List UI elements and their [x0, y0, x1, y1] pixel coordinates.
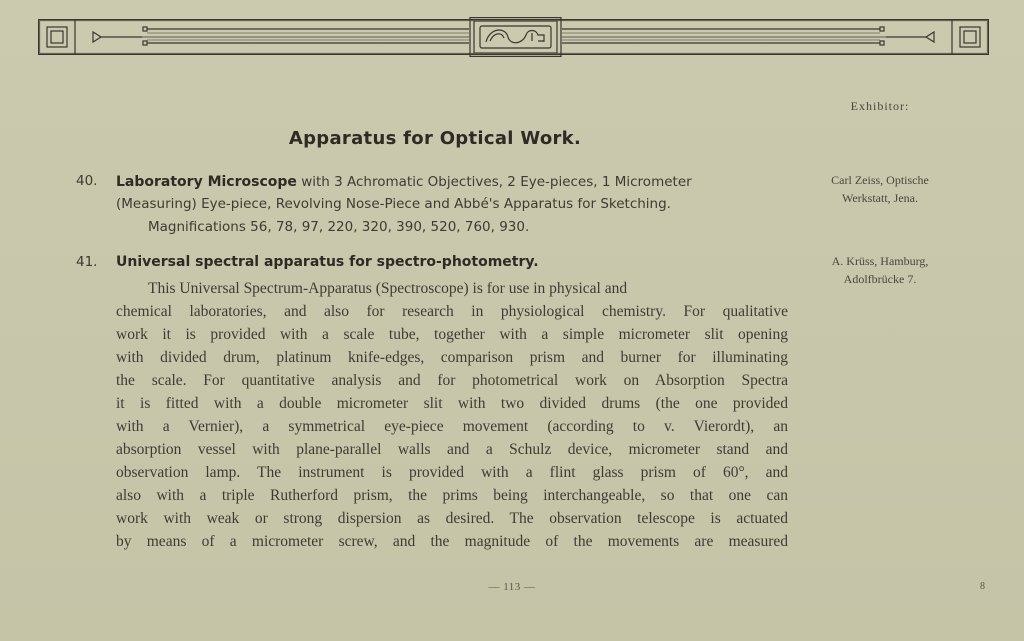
- item-line: chemical laboratories, and also for research in physiological chemistry. For qualitative: [116, 303, 788, 320]
- item-line: [116, 170, 692, 194]
- item-line: the scale. For quantitative analysis and for photometrical work on Absorption Spectra: [116, 372, 788, 389]
- exhibitor-entry: [806, 171, 954, 207]
- item-text: with 3 Achromatic Objectives, 2 Eye-pieces, 1 Micrometer: [296, 174, 692, 190]
- item-line: This Universal Spectrum-Apparatus (Spectroscope) is for use in physical and: [148, 280, 628, 297]
- signature-mark: 8: [980, 581, 985, 592]
- exhibitor-address: Werkstatt, Jena.: [841, 191, 918, 205]
- item-line: also with a triple Rutherford prism, the prims being interchangeable, so that one can: [116, 487, 788, 504]
- exhibitor-address: Adolfbrücke 7.: [843, 272, 917, 286]
- item-line: work it is provided with a scale tube, together with a simple micrometer slit opening: [116, 326, 788, 343]
- item-number: 41.: [76, 254, 98, 270]
- ornament-graphic: [38, 17, 989, 57]
- ornamental-header-band: [38, 17, 989, 57]
- exhibitor-column-heading: Exhibitor:: [850, 99, 910, 113]
- item-magnifications: Magnifications 56, 78, 97, 220, 320, 390, 520, 760, 930.: [148, 219, 530, 235]
- page-number: — 113 —: [488, 581, 536, 593]
- item-heading: Universal spectral apparatus for spectro-photometry.: [116, 254, 539, 270]
- item-line: work with weak or strong dispersion as desired. The observation telescope is actuated: [116, 510, 788, 527]
- item-number: 40.: [76, 173, 98, 189]
- item-line: with a Vernier), a symmetrical eye-piece movement (according to v. Vierordt), an: [116, 418, 788, 435]
- item-line: with divided drum, platinum knife-edges, comparison prism and burner for illuminating: [116, 349, 788, 366]
- exhibitor-name: A. Krüss, Hamburg,: [831, 254, 929, 268]
- item-heading: Laboratory Microscope: [116, 174, 297, 190]
- item-line: observation lamp. The instrument is provided with a flint glass prism of 60°, and: [116, 464, 788, 481]
- section-title: Apparatus for Optical Work.: [288, 128, 582, 149]
- item-line: (Measuring) Eye-piece, Revolving Nose-Piece and Abbé's Apparatus for Sketching.: [116, 196, 671, 212]
- item-line: by means of a micrometer screw, and the magnitude of the movements are measured: [116, 533, 788, 550]
- exhibitor-name: Carl Zeiss, Optische: [831, 173, 929, 187]
- item-line: it is fitted with a double micrometer slit with two divided drums (the one provided: [116, 395, 788, 412]
- item-line: absorption vessel with plane-parallel walls and a Schulz device, micrometer stand and: [116, 441, 788, 458]
- exhibitor-entry: [806, 252, 954, 288]
